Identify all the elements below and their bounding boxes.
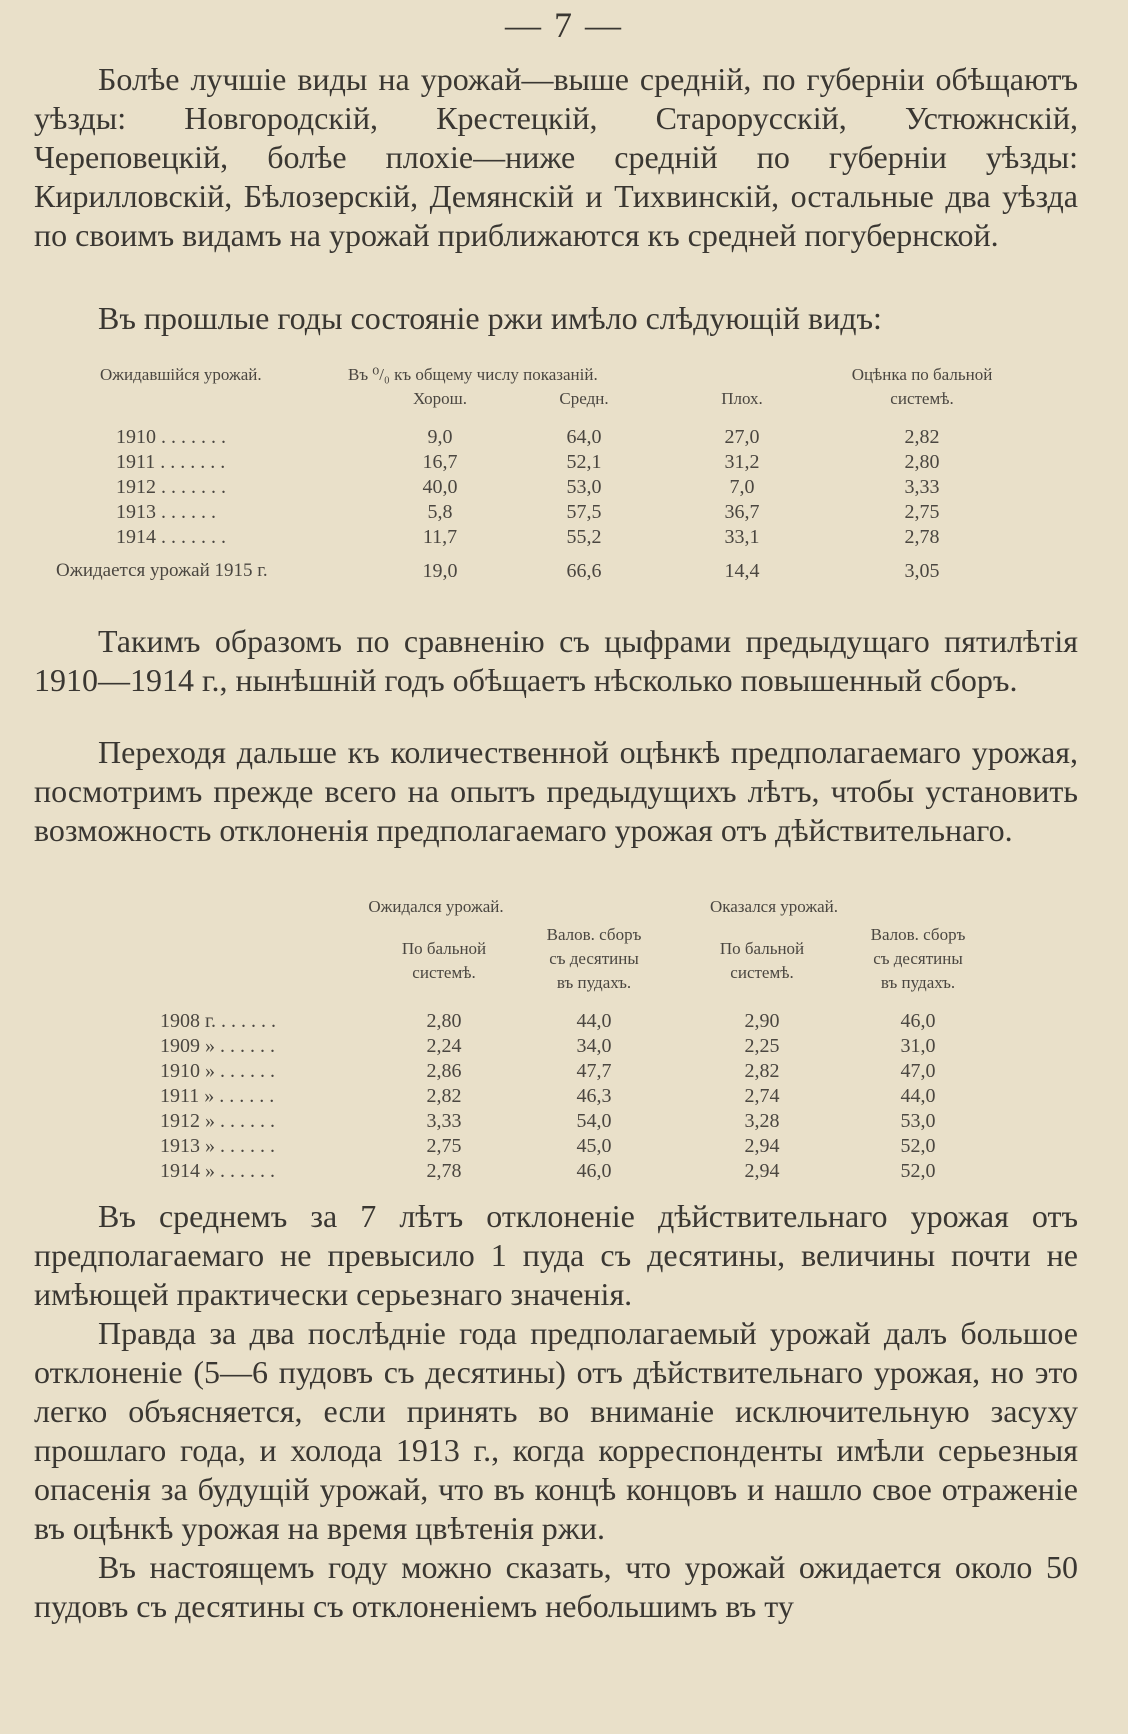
t2-exp-score: 3,33 xyxy=(426,1110,462,1132)
t2-exp-score: 2,86 xyxy=(426,1060,462,1082)
t1-header-score-1: Оцѣнка по бальной xyxy=(851,365,993,384)
t2-header-exp-score-2: системѣ. xyxy=(412,963,476,982)
t1-row xyxy=(0,526,1000,550)
t2-exp-score: 2,80 xyxy=(426,1010,462,1032)
t2-act-gross: 46,0 xyxy=(900,1010,936,1032)
t1-year: 1912 . . . . . . . xyxy=(116,476,226,498)
t1-row xyxy=(0,426,1000,450)
t1-good: 5,8 xyxy=(427,501,453,523)
t1-mid: 55,2 xyxy=(566,526,602,548)
t1-bad: 31,2 xyxy=(724,451,760,473)
t2-year: 1908 г. . . . . . . xyxy=(160,1010,276,1032)
t2-exp-gross: 47,7 xyxy=(576,1060,612,1082)
paragraph-3: Такимъ образомъ по сравненію съ цыфрами предыдущаго пятилѣтія 1910—1914 г., нынѣшній годъ обѣщаетъ нѣсколько повышенный сборъ. xyxy=(34,623,1078,698)
t1-row xyxy=(0,476,1000,500)
t2-header-act-gross-3: въ пудахъ. xyxy=(880,973,956,992)
t1-score: 2,78 xyxy=(904,526,940,548)
t2-exp-gross: 46,0 xyxy=(576,1160,612,1182)
paragraph-1: Болѣе лучшіе виды на урожай—выше средній, по губерніи обѣщаютъ уѣзды: Новгородскій, Крестецкій, Старорусскій, Устюжнскій, Череповецкій, болѣе плохіе—ниже средній по губерніи уѣзды: Кирилловскій, Бѣлозерскій, Демянскій и Тихвинскій, остальные два уѣзда по своимъ видамъ на урожай приближаются къ средней погубернской. xyxy=(34,61,1078,253)
t1-header-mid: Средн. xyxy=(559,389,609,408)
t2-year: 1912 » . . . . . . xyxy=(160,1110,275,1132)
t2-exp-gross: 46,3 xyxy=(576,1085,612,1107)
t1-year: 1913 . . . . . . xyxy=(116,501,216,523)
t1-score: 2,82 xyxy=(904,426,940,448)
t1-mid: 66,6 xyxy=(566,560,602,582)
t1-bad: 7,0 xyxy=(729,476,755,498)
t2-exp-gross: 54,0 xyxy=(576,1110,612,1132)
t2-header-act-gross-1: Валов. сборъ xyxy=(870,925,966,944)
paragraph-6: Правда за два послѣдніе года предполагаемый урожай далъ большое отклоненіе (5—6 пудовъ съ десятины) отъ дѣйствительнаго урожая, но это легко объясняется, если принять во вниманіе исключительную засуху прошлаго года, и холода 1913 г., когда корреспонденты имѣли серьезныя опасенія за будущій урожай, что въ концѣ концовъ и нашло свое отраженіе въ оцѣнкѣ урожая на время цвѣтенія ржи. xyxy=(34,1315,1078,1546)
t2-year: 1911 » . . . . . . xyxy=(160,1085,275,1107)
t1-score: 2,75 xyxy=(904,501,940,523)
t1-header-score-2: системѣ. xyxy=(890,389,954,408)
t2-row xyxy=(0,1135,1000,1159)
t1-score: 2,80 xyxy=(904,451,940,473)
t2-act-gross: 53,0 xyxy=(900,1110,936,1132)
t2-row xyxy=(0,1160,1000,1184)
t2-year: 1909 » . . . . . . xyxy=(160,1035,275,1057)
paragraph-4: Переходя дальше къ количественной оцѣнкѣ предполагаемаго урожая, посмотримъ прежде всего на опытъ предыдущихъ лѣтъ, чтобы установить возможность отклоненія предполагаемаго урожая отъ дѣйствительнаго. xyxy=(34,734,1078,848)
t1-score: 3,33 xyxy=(904,476,940,498)
t1-year: 1911 . . . . . . . xyxy=(116,451,226,473)
t1-good: 9,0 xyxy=(427,426,453,448)
t1-score: 3,05 xyxy=(904,560,940,582)
t2-act-score: 2,74 xyxy=(744,1085,780,1107)
t2-exp-score: 2,24 xyxy=(426,1035,462,1057)
t2-year: 1910 » . . . . . . xyxy=(160,1060,275,1082)
t1-row xyxy=(0,451,1000,475)
t2-header-act-score-1: По бальной xyxy=(719,939,805,958)
t1-good: 40,0 xyxy=(422,476,458,498)
t1-mid: 53,0 xyxy=(566,476,602,498)
t2-exp-gross: 34,0 xyxy=(576,1035,612,1057)
t1-header-bad: Плох. xyxy=(721,389,763,408)
t1-final-row xyxy=(0,560,1000,584)
t1-header-percent: Въ ⁰/₀ къ общему числу показаній. xyxy=(348,365,598,384)
t2-exp-score: 2,75 xyxy=(426,1135,462,1157)
t2-exp-gross: 45,0 xyxy=(576,1135,612,1157)
t2-header-expected: Ожидался урожай. xyxy=(368,897,504,916)
t1-final-label: Ожидается урожай 1915 г. xyxy=(56,560,268,581)
paragraph-2: Въ прошлые годы состояніе ржи имѣло слѣдующій видъ: xyxy=(98,300,882,336)
t2-exp-gross: 44,0 xyxy=(576,1010,612,1032)
page-number: — 7 — xyxy=(505,5,623,45)
t1-header-good: Хорош. xyxy=(412,389,468,408)
t2-header-exp-gross-1: Валов. сборъ xyxy=(546,925,642,944)
t2-row xyxy=(0,1085,1000,1109)
t2-year: 1913 » . . . . . . xyxy=(160,1135,275,1157)
t1-bad: 36,7 xyxy=(724,501,760,523)
paragraph-7: Въ настоящемъ году можно сказать, что урожай ожидается около 50 пудовъ съ десятины съ отклоненіемъ небольшимъ въ ту xyxy=(34,1549,1078,1624)
t2-act-score: 3,28 xyxy=(744,1110,780,1132)
t2-header-exp-score-1: По бальной xyxy=(401,939,487,958)
t1-header-expected: Ожидавшійся урожай. xyxy=(100,365,262,384)
t2-act-score: 2,90 xyxy=(744,1010,780,1032)
t1-good: 19,0 xyxy=(422,560,458,582)
t1-bad: 14,4 xyxy=(724,560,760,582)
t2-act-score: 2,94 xyxy=(744,1135,780,1157)
t2-row xyxy=(0,1060,1000,1084)
t1-good: 16,7 xyxy=(422,451,458,473)
t2-header-act-score-2: системѣ. xyxy=(730,963,794,982)
t2-year: 1914 » . . . . . . xyxy=(160,1160,275,1182)
t1-mid: 52,1 xyxy=(566,451,602,473)
t1-mid: 57,5 xyxy=(566,501,602,523)
t2-act-gross: 31,0 xyxy=(900,1035,936,1057)
t2-exp-score: 2,78 xyxy=(426,1160,462,1182)
t1-bad: 27,0 xyxy=(724,426,760,448)
t1-year: 1910 . . . . . . . xyxy=(116,426,226,448)
t2-act-gross: 44,0 xyxy=(900,1085,936,1107)
t1-year: 1914 . . . . . . . xyxy=(116,526,226,548)
t1-bad: 33,1 xyxy=(724,526,760,548)
t2-act-score: 2,25 xyxy=(744,1035,780,1057)
t2-act-score: 2,82 xyxy=(744,1060,780,1082)
t1-mid: 64,0 xyxy=(566,426,602,448)
t1-row xyxy=(0,501,1000,525)
paragraph-5: Въ среднемъ за 7 лѣтъ отклоненіе дѣйствительнаго урожая отъ предполагаемаго не превысило 1 пуда съ десятины, величины почти не имѣющей практически серьезнаго значенія. xyxy=(34,1198,1078,1312)
t2-act-score: 2,94 xyxy=(744,1160,780,1182)
t2-row xyxy=(0,1035,1000,1059)
t2-row xyxy=(0,1110,1000,1134)
t2-act-gross: 52,0 xyxy=(900,1160,936,1182)
t2-row xyxy=(0,1010,1000,1034)
t2-header-act-gross-2: съ десятины xyxy=(873,949,963,968)
t1-good: 11,7 xyxy=(422,526,458,548)
t2-act-gross: 47,0 xyxy=(900,1060,936,1082)
t2-exp-score: 2,82 xyxy=(426,1085,462,1107)
t2-act-gross: 52,0 xyxy=(900,1135,936,1157)
t2-header-exp-gross-2: съ десятины xyxy=(549,949,639,968)
t2-header-exp-gross-3: въ пудахъ. xyxy=(556,973,632,992)
t2-header-actual: Оказался урожай. xyxy=(709,897,839,916)
